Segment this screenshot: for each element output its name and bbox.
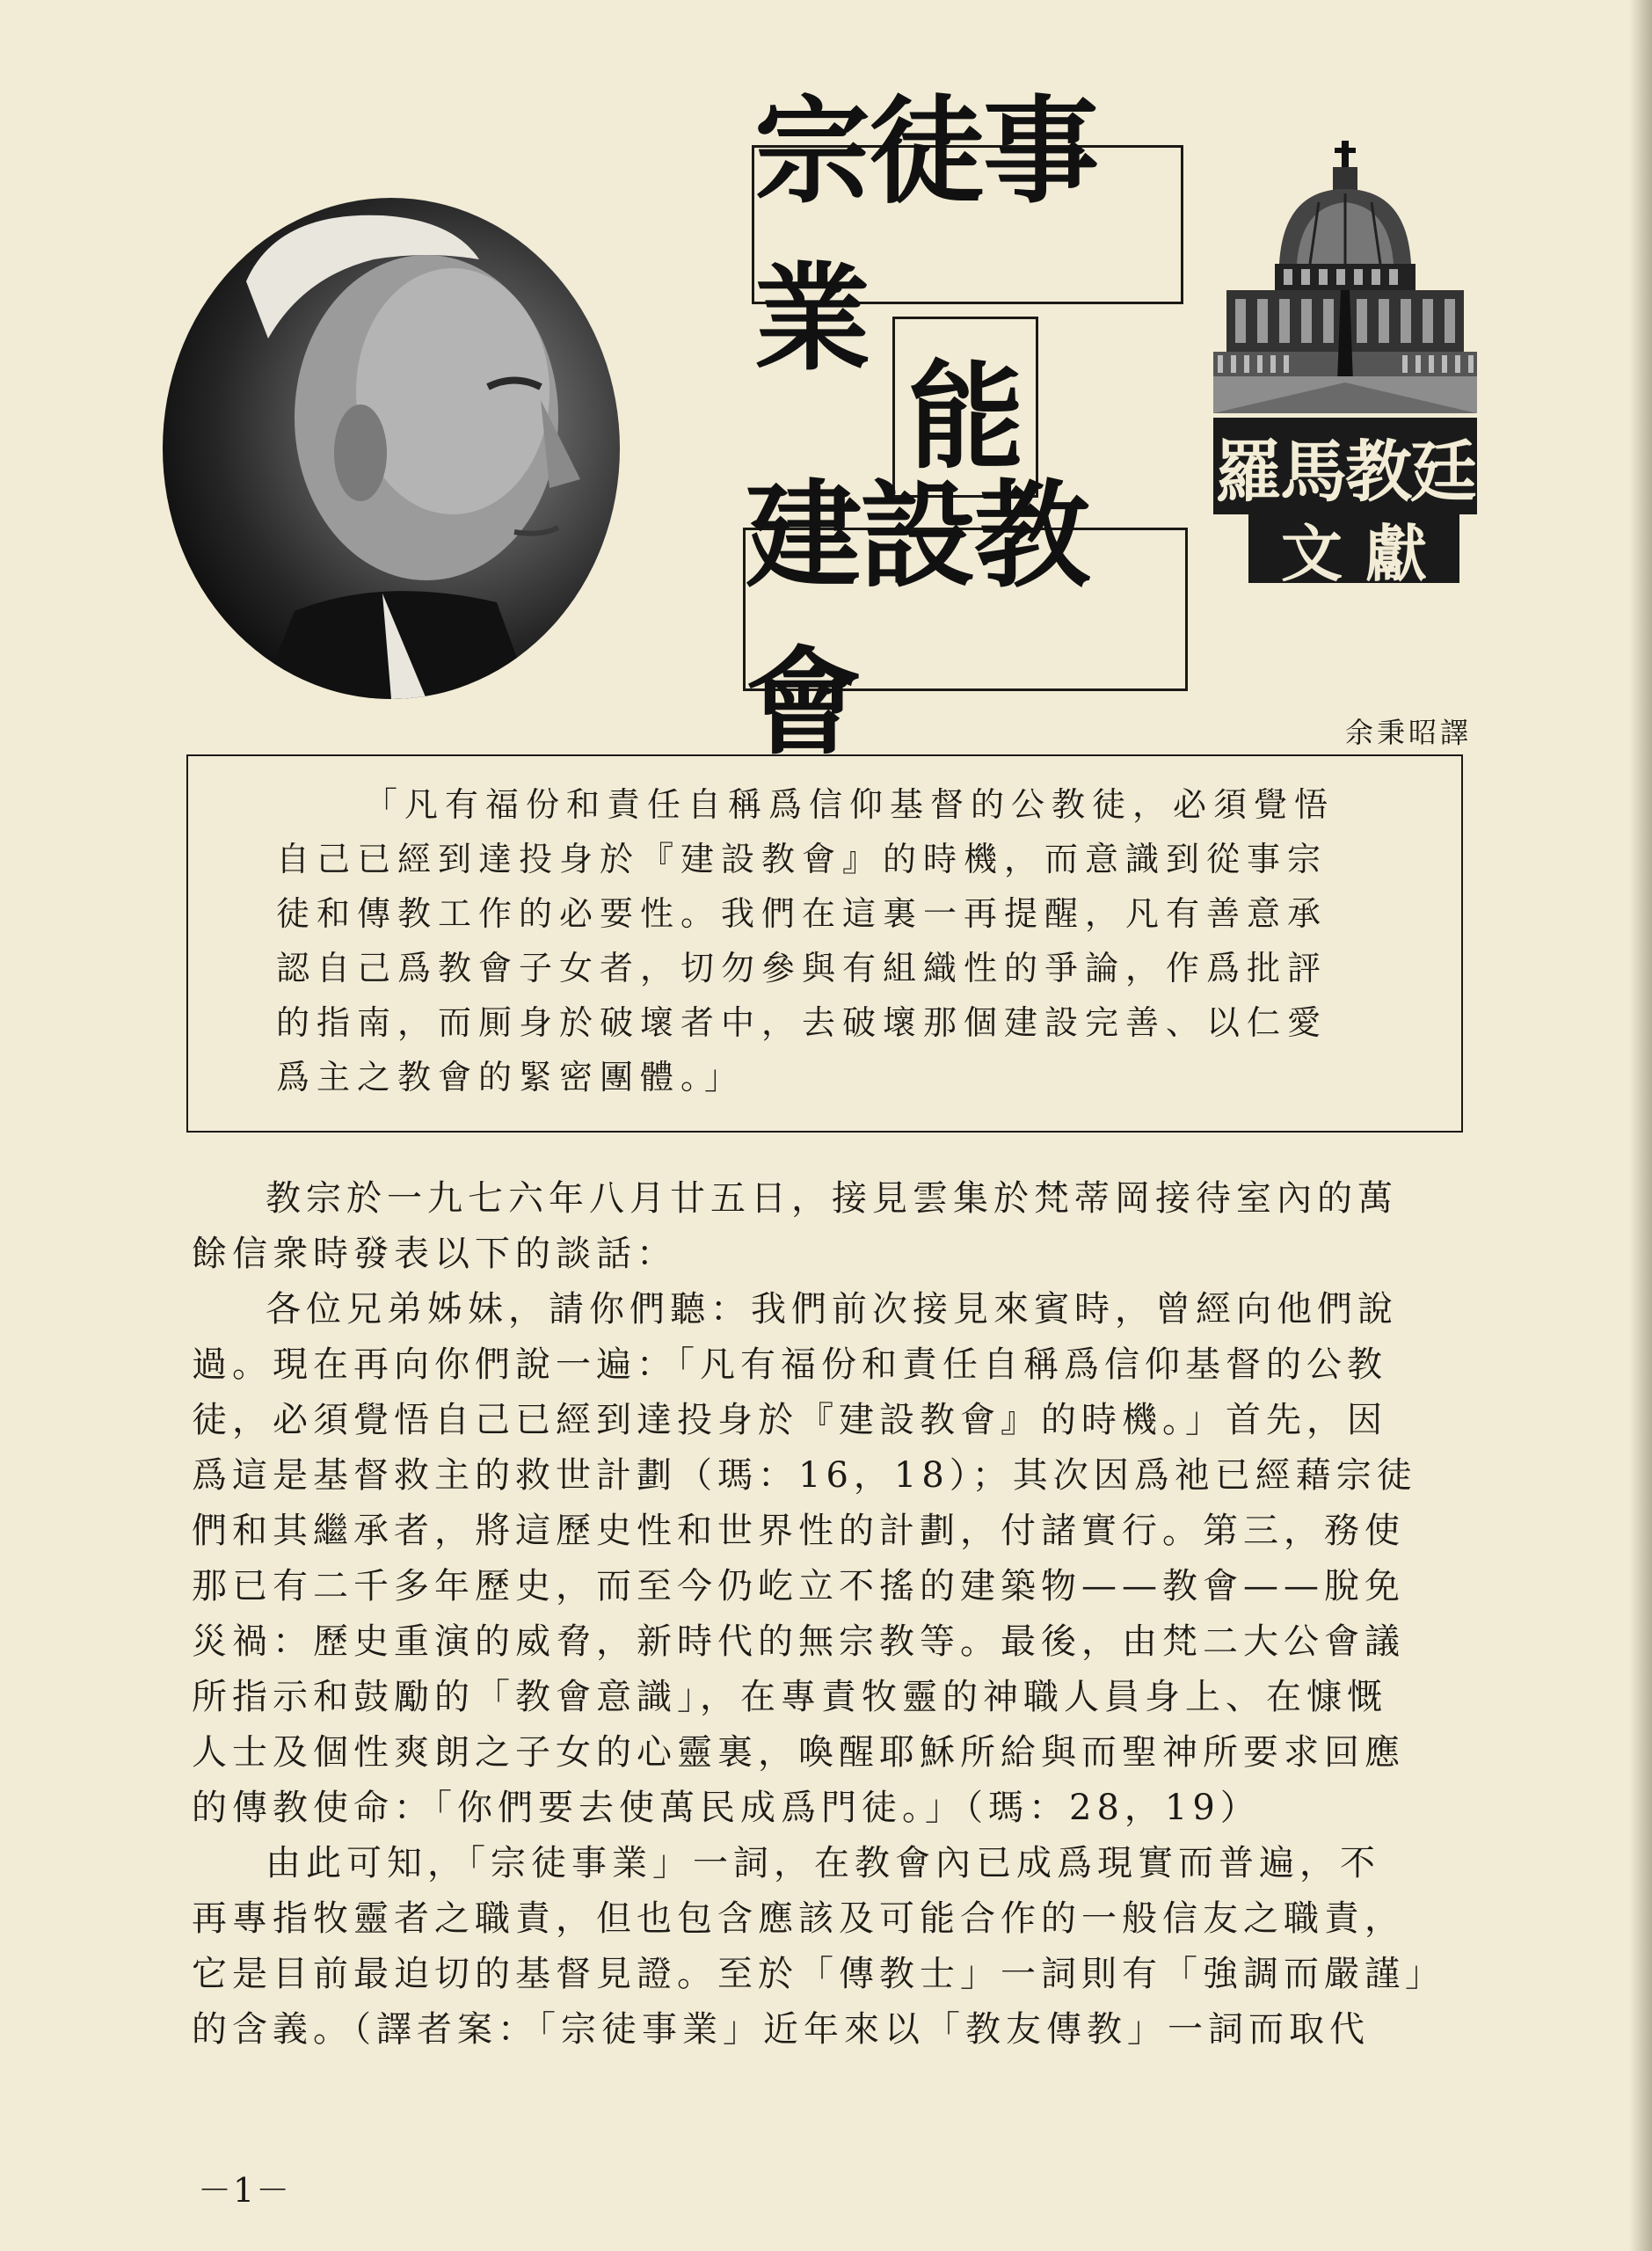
body-line: 所指示和鼓勵的「教會意識」，在專責牧靈的神職人員身上、在慷慨 (192, 1677, 1387, 1717)
quote-line: 認自己爲教會子女者，切勿參與有組織性的爭論，作爲批評 (276, 949, 1328, 987)
emblem-label-line-1 (1213, 418, 1477, 514)
title-line-3: 建設教會 (746, 469, 1088, 771)
pope-portrait-photo (163, 198, 620, 699)
body-line: 過。現在再向你們說一遍：「凡有福份和責任自稱爲信仰基督的公教 (192, 1344, 1387, 1385)
quote-box (186, 754, 1463, 1133)
title-line-2: 能 (908, 350, 1022, 485)
body-line: 那已有二千多年歷史，而至今仍屹立不搖的建築物——教會——脫免 (192, 1566, 1405, 1606)
title-box-1 (752, 84, 1183, 387)
emblem-label-text-2: 文獻 (1281, 517, 1450, 590)
st-peters-basilica-illustration (1213, 141, 1477, 413)
body-line: 人士及個性爽朗之子女的心靈裏，喚醒耶穌所給與而聖神所要求回應 (192, 1732, 1405, 1773)
portrait-image (163, 198, 620, 699)
quote-line: 爲主之教會的緊密團體。」 (276, 1058, 746, 1096)
body-line: 徒，必須覺悟自己已經到達投身於『建設教會』的時機。」首先，因 (192, 1400, 1387, 1440)
body-line: 它是目前最迫切的基督見證。至於「傳教士」一詞則有「強調而嚴謹」 (192, 1954, 1445, 1994)
emblem-label-line-2 (1248, 514, 1459, 590)
page-number: －1－ (198, 2171, 292, 2210)
quote-line: 「凡有福份和責任自稱爲信仰基督的公教徒，必須覺悟 (364, 785, 1335, 824)
quote-line: 的指南，而厠身於破壞者中，去破壞那個建設完善、以仁愛 (276, 1003, 1328, 1042)
title-line-1: 宗徒事業 (754, 84, 1097, 387)
body-line: 們和其繼承者，將這歷史性和世界性的計劃，付諸實行。第三，務使 (192, 1511, 1405, 1551)
body-line: 的含義。（譯者案：「宗徒事業」近年來以「教友傳教」一詞而取代 (192, 2009, 1370, 2050)
title-box-3 (743, 469, 1188, 771)
quote-line: 自己已經到達投身於『建設教會』的時機，而意識到從事宗 (276, 840, 1328, 878)
body-line: 再專指牧靈者之職責，但也包含應該及可能合作的一般信友之職責， (192, 1898, 1405, 1939)
basilica-icon (1213, 141, 1477, 413)
body-line: 爲這是基督救主的救世計劃（瑪：16，18）；其次因爲祂已經藉宗徒 (192, 1455, 1417, 1496)
quote-line: 徒和傳教工作的必要性。我們在這裏一再提醒，凡有善意承 (276, 894, 1328, 933)
article-body (192, 1171, 1466, 2058)
body-line: 的傳教使命：「你們要去使萬民成爲門徒。」（瑪：28，19） (192, 1788, 1261, 1828)
body-line: 各位兄弟姊妹，請你們聽：我們前次接見來賓時，曾經向他們說 (266, 1289, 1398, 1329)
translator-credit: 余秉昭譯 (1344, 716, 1472, 749)
body-line: 餘信衆時發表以下的談話： (192, 1234, 677, 1274)
page-edge-shadow (1629, 0, 1652, 2251)
body-line: 教宗於一九七六年八月廿五日，接見雲集於梵蒂岡接待室內的萬 (266, 1178, 1398, 1219)
body-line: 災禍：歷史重演的威脅，新時代的無宗教等。最後，由梵二大公會議 (192, 1621, 1405, 1662)
body-line: 由此可知，「宗徒事業」一詞，在教會內已成爲現實而普遍，不 (266, 1843, 1380, 1883)
emblem-label-text-1: 羅馬教廷 (1215, 432, 1475, 511)
